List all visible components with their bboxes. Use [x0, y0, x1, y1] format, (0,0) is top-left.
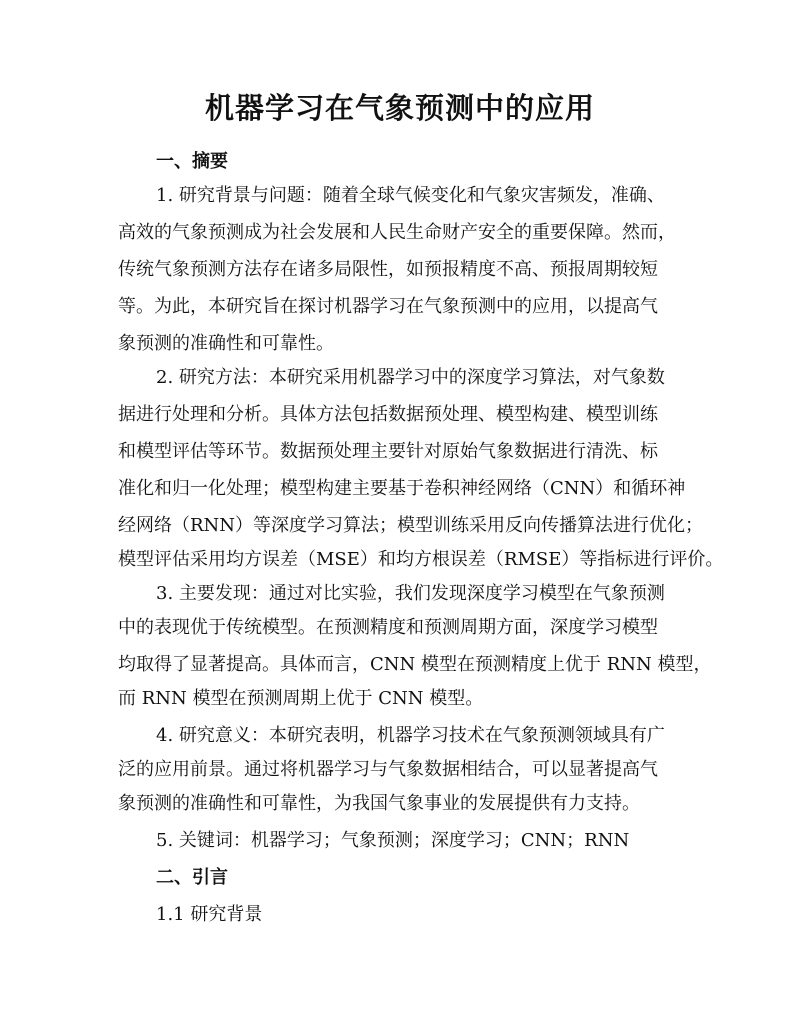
paragraph-line: 经网络（RNN）等深度学习算法；模型训练采用反向传播算法进行优化；: [118, 515, 704, 536]
paragraph-line: 据进行处理和分析。具体方法包括数据预处理、模型构建、模型训练: [118, 404, 658, 425]
paragraph-line: 均取得了显著提高。具体而言，CNN 模型在预测精度上优于 RNN 模型，: [118, 654, 712, 675]
paragraph-line: 象预测的准确性和可靠性，为我国气象事业的发展提供有力支持。: [118, 793, 640, 814]
keywords-line: 5. 关键词：机器学习；气象预测；深度学习；CNN；RNN: [156, 830, 630, 851]
paragraph-line: 等。为此，本研究旨在探讨机器学习在气象预测中的应用，以提高气: [118, 296, 658, 317]
paragraph-line: 泛的应用前景。通过将机器学习与气象数据相结合，可以显著提高气: [118, 759, 658, 780]
paragraph-line: 象预测的准确性和可靠性。: [118, 333, 334, 354]
section-heading-introduction: 二、引言: [156, 867, 228, 888]
paragraph-line: 4. 研究意义：本研究表明，机器学习技术在气象预测领域具有广: [156, 725, 665, 746]
paragraph-line: 模型评估采用均方误差（MSE）和均方根误差（RMSE）等指标进行评价。: [118, 549, 724, 570]
paragraph-line: 传统气象预测方法存在诸多局限性，如预报精度不高、预报周期较短: [118, 259, 658, 280]
paragraph-line: 1. 研究背景与问题：随着全球气候变化和气象灾害频发，准确、: [156, 185, 665, 206]
section-heading-abstract: 一、摘要: [156, 151, 228, 172]
paragraph-line: 高效的气象预测成为社会发展和人民生命财产安全的重要保障。然而，: [118, 222, 676, 243]
paragraph-line: 2. 研究方法：本研究采用机器学习中的深度学习算法，对气象数: [156, 367, 665, 388]
paragraph-line: 和模型评估等环节。数据预处理主要针对原始气象数据进行清洗、标: [118, 441, 658, 462]
paragraph-line: 中的表现优于传统模型。在预测精度和预测周期方面，深度学习模型: [118, 617, 658, 638]
paragraph-line: 准化和归一化处理；模型构建主要基于卷积神经网络（CNN）和循环神: [118, 478, 686, 499]
paragraph-line: 3. 主要发现：通过对比实验，我们发现深度学习模型在气象预测: [156, 583, 665, 604]
paragraph-line: 而 RNN 模型在预测周期上优于 CNN 模型。: [118, 688, 484, 709]
subsection-heading: 1.1 研究背景: [156, 904, 263, 925]
page-title: 机器学习在气象预测中的应用: [204, 91, 595, 125]
